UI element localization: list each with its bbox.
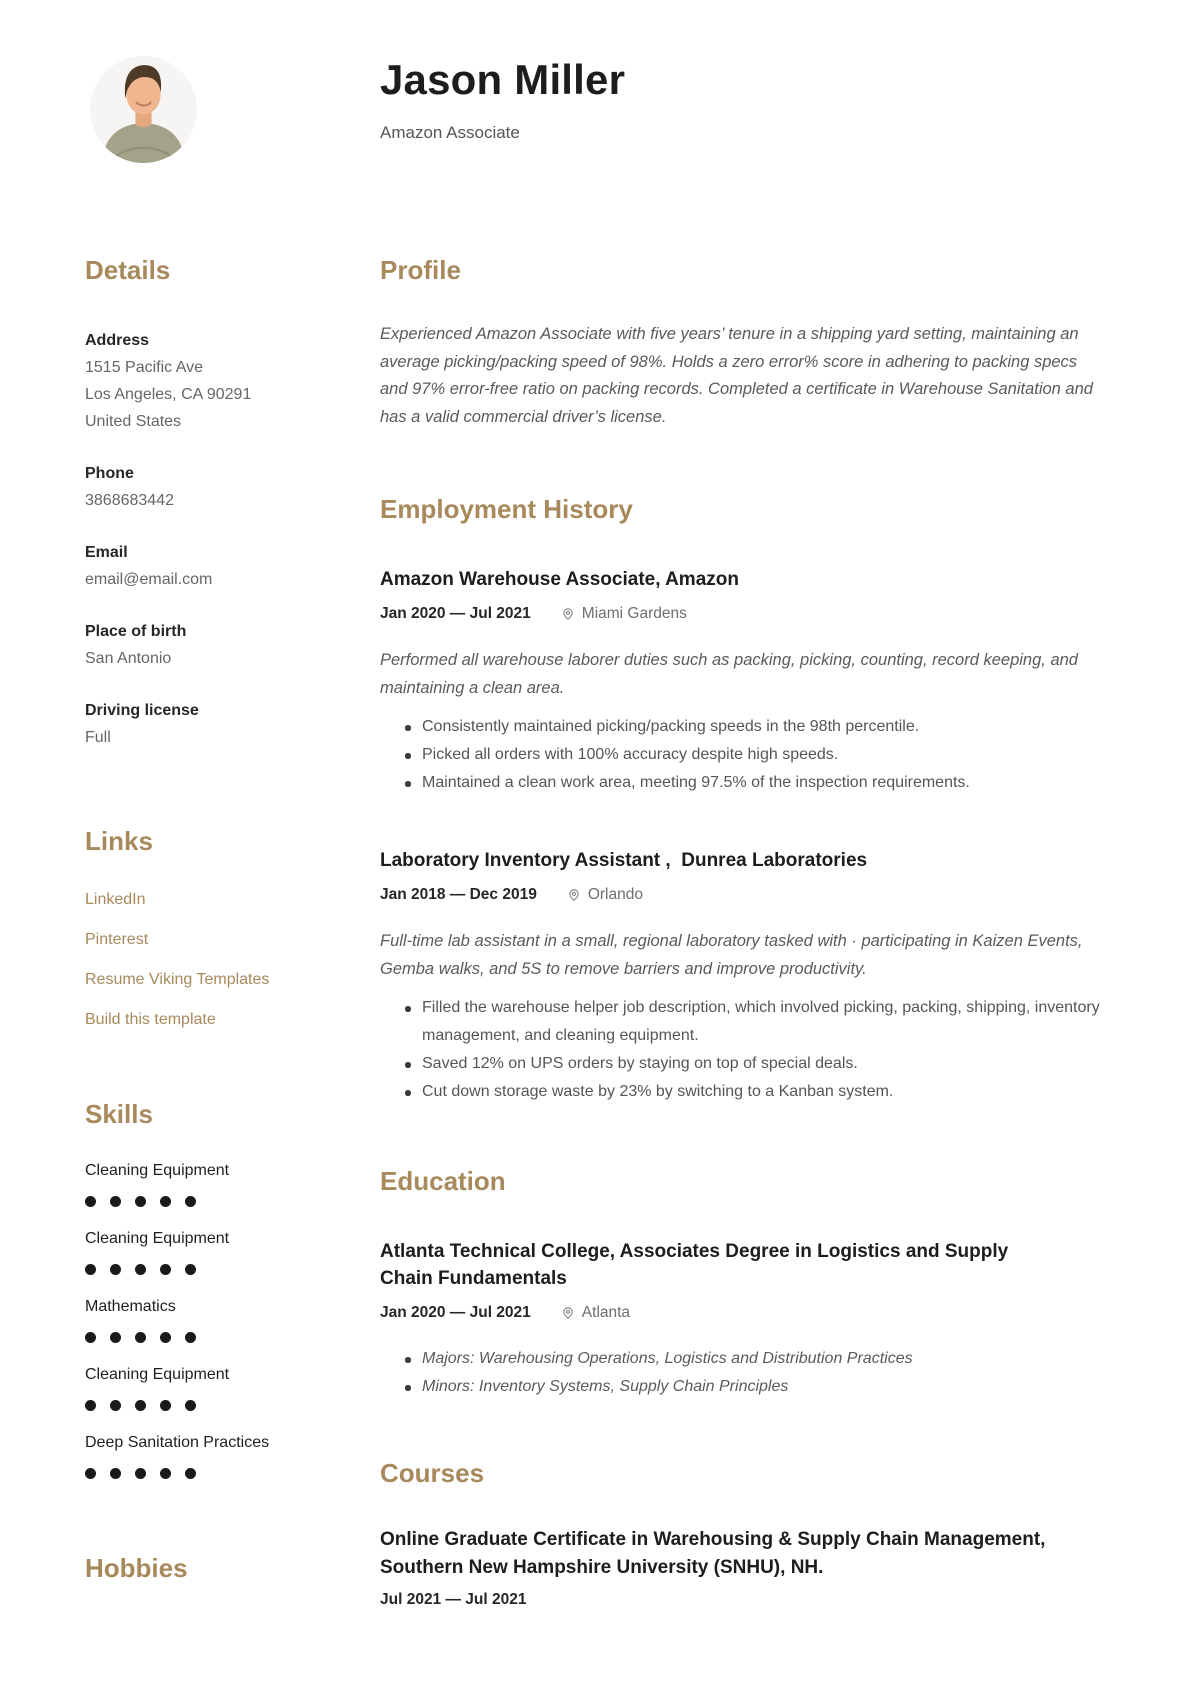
field-label: Address — [85, 332, 150, 349]
profile-heading: Profile — [380, 255, 461, 285]
job-dates: Jan 2020 — Jul 2021 — [380, 605, 531, 622]
skills-section — [85, 1046, 360, 1478]
skill-level-dots — [85, 1184, 360, 1206]
location-pin-icon — [567, 888, 581, 902]
skill-label: Cleaning Equipment — [85, 1162, 230, 1179]
skill-label: Mathematics — [85, 1298, 176, 1315]
job-location: Orlando — [587, 886, 643, 903]
job-bullet: Filled the warehouse helper job description, which involved picking, packing, shipping, inventory management, and cleaning equipment. — [422, 994, 1107, 1050]
job-bullet: Maintained a clean work area, meeting 97.5% of the inspection requirements. — [422, 769, 1107, 797]
education-section — [380, 1106, 1107, 1401]
profile-photo — [90, 56, 197, 163]
field-value: United States — [85, 413, 182, 430]
profile-summary: Experienced Amazon Associate with five years’ tenure in a shipping yard setting, maintaining an average picking/packing speed of 98%. Holds a zero error% score in adhering to packing specs and 97% error-free ratio on packing records. Completed a certificate in Warehouse Sanitation and has a valid commercial driver’s license. — [380, 325, 1093, 426]
skill-item — [85, 1361, 360, 1410]
job-bullet: Picked all orders with 100% accuracy despite high speeds. — [422, 741, 1107, 769]
field-value: 1515 Pacific Ave — [85, 359, 204, 376]
job-location: Miami Gardens — [581, 605, 687, 622]
hobbies-heading: Hobbies — [85, 1553, 188, 1583]
link-resume-viking-templates[interactable]: Resume Viking Templates — [85, 971, 270, 988]
field-label: Place of birth — [85, 623, 187, 640]
field-label: Email — [85, 544, 128, 561]
field-label: Driving license — [85, 702, 199, 719]
location-pin-icon — [561, 1306, 575, 1320]
course-title: Online Graduate Certificate in Warehousing & Supply Chain Management, Southern New Hampshire University (SNHU), NH. — [380, 1529, 1051, 1578]
education-bullet: Majors: Warehousing Operations, Logistics and Distribution Practices — [422, 1345, 1107, 1373]
field-value: Full — [85, 729, 111, 746]
skill-label: Deep Sanitation Practices — [85, 1434, 270, 1451]
education-heading: Education — [380, 1166, 506, 1196]
links-heading: Links — [85, 826, 153, 856]
detail-field-place-of-birth — [85, 618, 360, 672]
details-heading: Details — [85, 255, 171, 285]
job-bullet-list — [380, 713, 1107, 797]
job-entry-amazon — [380, 566, 1107, 797]
hobbies-section — [85, 1497, 360, 1583]
detail-field-phone — [85, 460, 360, 514]
job-title: Laboratory Inventory Assistant , Dunrea Laboratories — [380, 850, 868, 871]
field-value: email@email.com — [85, 571, 213, 588]
location-pin-icon — [561, 607, 575, 621]
job-dates: Jan 2018 — Dec 2019 — [380, 886, 537, 903]
education-location: Atlanta — [581, 1304, 631, 1321]
field-value: San Antonio — [85, 650, 172, 667]
links-section — [85, 776, 360, 1033]
job-summary: Performed all warehouse laborer duties such as packing, picking, counting, record keeping, and maintaining a clean area. — [380, 651, 1078, 697]
education-dates: Jan 2020 — Jul 2021 — [380, 1304, 531, 1321]
avatar-illustration — [90, 56, 197, 163]
detail-field-email — [85, 539, 360, 593]
courses-heading: Courses — [380, 1458, 485, 1488]
sidebar — [85, 255, 360, 1583]
education-bullet-list — [380, 1345, 1107, 1401]
page-title: Jason Miller — [380, 56, 626, 103]
job-title-subtitle: Amazon Associate — [380, 123, 520, 142]
detail-field-address — [85, 327, 360, 435]
skill-item — [85, 1157, 360, 1206]
job-title: Amazon Warehouse Associate, Amazon — [380, 569, 739, 590]
skills-heading: Skills — [85, 1099, 153, 1129]
job-bullet: Cut down storage waste by 23% by switching to a Kanban system. — [422, 1078, 1107, 1106]
profile-section — [380, 255, 1107, 431]
job-entry-dunrea — [380, 847, 1107, 1106]
job-summary: Full-time lab assistant in a small, regional laboratory tasked with · participating in Kaizen Events, Gemba walks, and 5S to remove barriers and improve productivity. — [380, 932, 1083, 978]
skill-label: Cleaning Equipment — [85, 1366, 230, 1383]
education-bullet: Minors: Inventory Systems, Supply Chain Principles — [422, 1373, 1107, 1401]
skill-level-dots — [85, 1388, 360, 1410]
job-bullet-list — [380, 994, 1107, 1106]
course-entry — [380, 1526, 1107, 1612]
employment-section — [380, 431, 1107, 1106]
courses-section — [380, 1401, 1107, 1612]
job-bullet: Consistently maintained picking/packing speeds in the 98th percentile. — [422, 713, 1107, 741]
job-bullet: Saved 12% on UPS orders by staying on top of special deals. — [422, 1050, 1107, 1078]
education-title: Atlanta Technical College, Associates Degree in Logistics and Supply Chain Fundamentals — [380, 1241, 1014, 1289]
skill-label: Cleaning Equipment — [85, 1230, 230, 1247]
skill-item — [85, 1293, 360, 1342]
link-linkedin[interactable]: LinkedIn — [85, 891, 146, 908]
education-entry — [380, 1238, 1107, 1401]
skill-level-dots — [85, 1320, 360, 1342]
skill-item — [85, 1429, 360, 1478]
detail-field-driving-license — [85, 697, 360, 751]
details-section — [85, 255, 360, 751]
field-value: Los Angeles, CA 90291 — [85, 386, 252, 403]
field-label: Phone — [85, 465, 134, 482]
main-column — [380, 255, 1107, 1612]
field-value: 3868683442 — [85, 492, 174, 509]
skill-level-dots — [85, 1456, 360, 1478]
link-build-this-template[interactable]: Build this template — [85, 1011, 216, 1028]
skill-item — [85, 1225, 360, 1274]
link-pinterest[interactable]: Pinterest — [85, 931, 149, 948]
skill-level-dots — [85, 1252, 360, 1274]
employment-heading: Employment History — [380, 494, 633, 524]
course-dates: Jul 2021 — Jul 2021 — [380, 1591, 527, 1608]
